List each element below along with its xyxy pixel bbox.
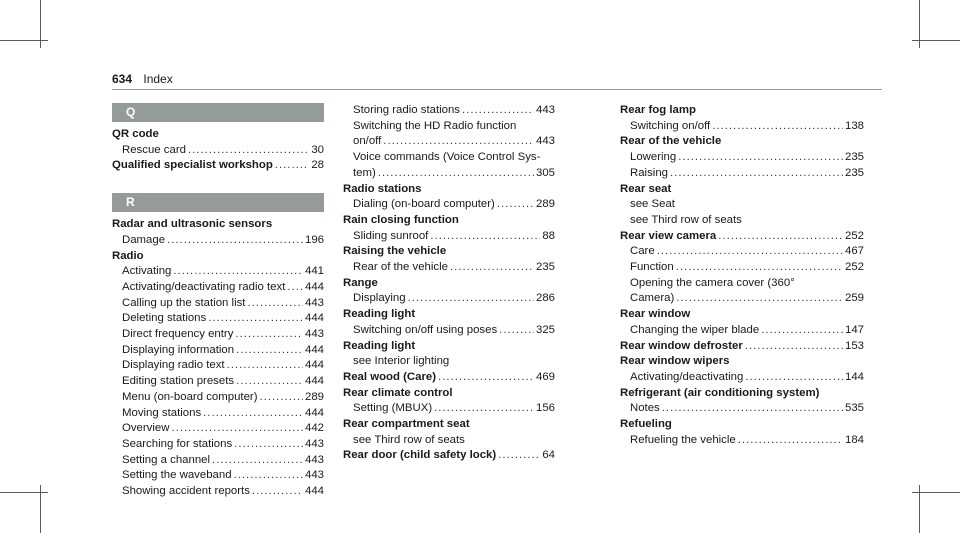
header-rule	[112, 89, 882, 90]
page-reference[interactable]: 444	[304, 312, 324, 325]
leader-dots	[670, 166, 843, 182]
leader-dots	[745, 339, 843, 355]
index-entry[interactable]	[112, 374, 324, 390]
index-entry[interactable]	[343, 134, 555, 150]
page-reference[interactable]: 289	[535, 198, 555, 211]
entry-label: Setting (MBUX)	[353, 402, 433, 415]
index-entry[interactable]	[343, 103, 555, 119]
entry-label: Displaying	[353, 292, 406, 305]
entry-label: Switching on/off using poses	[353, 323, 498, 336]
index-heading: Rear compartment seat	[343, 418, 470, 431]
index-heading: Reading light	[343, 308, 416, 321]
page-reference[interactable]: 443	[304, 453, 324, 466]
entry-label: Camera)	[630, 292, 675, 305]
page-reference[interactable]: 184	[844, 433, 864, 446]
leader-dots	[434, 401, 534, 417]
page-reference[interactable]: 235	[844, 166, 864, 179]
index-entry[interactable]	[112, 468, 324, 484]
entry-label: Displaying information	[122, 343, 235, 356]
index-subentry-text: see Third row of seats	[353, 433, 465, 446]
index-entry[interactable]	[343, 323, 555, 339]
entry-label: Editing station presets	[122, 375, 235, 388]
leader-dots	[167, 233, 303, 249]
index-entry[interactable]	[112, 421, 324, 437]
entry-label: Activating/deactivating radio text	[122, 280, 286, 293]
index-entry[interactable]	[112, 327, 324, 343]
leader-dots	[378, 166, 534, 182]
index-heading: Rain closing function	[343, 213, 459, 226]
leader-dots	[203, 406, 303, 422]
entry-label: Activating	[122, 265, 172, 278]
index-entry[interactable]	[620, 119, 864, 135]
index-entry[interactable]	[343, 260, 555, 276]
entry-label: Changing the wiper blade	[630, 323, 760, 336]
index-subentry-text: Switching the HD Radio function	[353, 119, 517, 132]
entry-label: Raising	[630, 166, 668, 179]
page-reference[interactable]: 305	[535, 166, 555, 179]
page-reference[interactable]: 441	[304, 265, 324, 278]
index-entry[interactable]	[112, 343, 324, 359]
leader-dots	[212, 453, 303, 469]
index-entry[interactable]	[343, 401, 555, 417]
page-reference[interactable]: 289	[304, 390, 324, 403]
index-column-2	[343, 103, 555, 464]
entry-label: tem)	[353, 166, 376, 179]
index-subentry-text: Voice commands (Voice Control Sys-	[353, 151, 541, 164]
page-reference[interactable]: 235	[844, 151, 864, 164]
index-entry[interactable]	[112, 311, 324, 327]
page-reference[interactable]: 138	[844, 119, 864, 132]
entry-label: Displaying radio text	[122, 359, 225, 372]
entry-label: Sliding sunroof	[353, 229, 429, 242]
index-entry[interactable]	[620, 244, 864, 260]
leader-dots	[208, 311, 303, 327]
page-reference[interactable]: 259	[844, 292, 864, 305]
index-entry[interactable]	[620, 323, 864, 339]
leader-dots	[188, 143, 309, 159]
page-reference[interactable]: 444	[304, 280, 324, 293]
index-subentry-text: see Interior lighting	[353, 355, 450, 368]
page-reference[interactable]: 443	[304, 437, 324, 450]
leader-dots	[247, 296, 303, 312]
page-reference[interactable]: 444	[304, 485, 324, 498]
entry-label: Storing radio stations	[353, 104, 461, 116]
leader-dots	[236, 343, 303, 359]
leader-dots	[497, 197, 534, 213]
index-heading-entry[interactable]	[112, 158, 324, 174]
entry-label: Moving stations	[122, 406, 202, 419]
page-reference[interactable]: 443	[304, 328, 324, 341]
index-entry[interactable]	[112, 406, 324, 422]
index-heading: Rear of the vehicle	[620, 135, 722, 148]
page-header	[112, 72, 173, 86]
index-entry[interactable]	[112, 358, 324, 374]
index-entry[interactable]	[620, 260, 864, 276]
entry-label: Notes	[630, 402, 660, 415]
index-heading-entry[interactable]	[343, 370, 555, 386]
crop-mark	[912, 40, 960, 41]
page-reference[interactable]: 467	[844, 245, 864, 258]
entry-label: on/off	[353, 135, 382, 148]
index-entry[interactable]	[620, 150, 864, 166]
page-reference[interactable]: 469	[535, 370, 555, 383]
entry-label: Switching on/off	[630, 119, 711, 132]
index-entry[interactable]	[112, 143, 324, 159]
letter-heading: R	[112, 193, 324, 212]
leader-dots	[499, 323, 534, 339]
index-entry[interactable]	[112, 296, 324, 312]
page-reference[interactable]: 252	[844, 229, 864, 242]
leader-dots	[450, 260, 534, 276]
leader-dots	[498, 448, 540, 464]
entry-label: Activating/deactivating	[630, 370, 744, 383]
index-entry[interactable]	[343, 197, 555, 213]
crop-mark	[912, 492, 960, 493]
index-entry[interactable]	[343, 166, 555, 182]
index-entry[interactable]	[112, 453, 324, 469]
leader-dots	[227, 358, 303, 374]
page-reference[interactable]: 325	[535, 323, 555, 336]
index-heading: Refueling	[620, 418, 672, 431]
leader-dots	[430, 229, 540, 245]
leader-dots	[234, 437, 303, 453]
page-reference[interactable]: 147	[844, 323, 864, 336]
index-heading-entry[interactable]	[620, 339, 864, 355]
page-reference[interactable]: 444	[304, 359, 324, 372]
entry-label: Rear window defroster	[620, 339, 743, 352]
page-reference[interactable]: 30	[311, 143, 324, 156]
index-heading: Range	[343, 276, 378, 289]
index-entry[interactable]	[112, 233, 324, 249]
page-reference[interactable]: 442	[304, 422, 324, 435]
entry-label: Direct frequency entry	[122, 328, 234, 341]
leader-dots	[234, 468, 303, 484]
page-reference[interactable]: 443	[304, 469, 324, 482]
leader-dots	[738, 433, 843, 449]
index-heading: QR code	[112, 128, 159, 140]
page-reference[interactable]: 443	[535, 135, 555, 148]
index-entry[interactable]	[343, 291, 555, 307]
leader-dots	[260, 390, 303, 406]
page-reference[interactable]: 196	[304, 233, 324, 246]
index-heading: Reading light	[343, 339, 416, 352]
page-reference[interactable]: 156	[535, 402, 555, 415]
entry-label: Menu (on-board computer)	[122, 390, 258, 403]
page-reference[interactable]: 535	[844, 402, 864, 415]
crop-mark	[0, 492, 48, 493]
index-entry[interactable]	[112, 264, 324, 280]
index-heading: Radar and ultrasonic sensors	[112, 218, 273, 231]
leader-dots	[173, 264, 303, 280]
index-heading: Raising the vehicle	[343, 245, 447, 258]
entry-label: Setting the waveband	[122, 469, 232, 482]
leader-dots	[678, 150, 843, 166]
leader-dots	[236, 374, 303, 390]
index-entry[interactable]	[112, 390, 324, 406]
leader-dots	[657, 244, 843, 260]
leader-dots	[408, 291, 534, 307]
entry-label: Setting a channel	[122, 453, 211, 466]
page-reference[interactable]: 443	[535, 104, 555, 116]
index-subentry-text: Opening the camera cover (360°	[630, 276, 795, 289]
index-entry[interactable]	[343, 229, 555, 245]
leader-dots	[252, 484, 303, 500]
entry-label: Care	[630, 245, 655, 258]
index-heading-entry[interactable]	[343, 448, 555, 464]
index-entry[interactable]	[620, 166, 864, 182]
index-entry[interactable]	[620, 433, 864, 449]
page-reference[interactable]: 64	[542, 449, 555, 462]
leader-dots	[171, 421, 303, 437]
leader-dots	[235, 327, 303, 343]
index-heading: Rear window	[620, 308, 691, 321]
index-entry[interactable]	[112, 280, 324, 296]
leader-dots	[676, 291, 843, 307]
entry-label: Function	[630, 261, 674, 274]
page-reference[interactable]: 252	[844, 261, 864, 274]
index-entry[interactable]	[112, 484, 324, 500]
entry-label: Searching for stations	[122, 437, 233, 450]
page-reference[interactable]: 88	[542, 229, 555, 242]
leader-dots	[287, 280, 303, 296]
entry-label: Damage	[122, 233, 166, 246]
page-reference[interactable]: 235	[535, 261, 555, 274]
index-entry[interactable]	[620, 291, 864, 307]
leader-dots	[718, 229, 843, 245]
page-reference[interactable]: 444	[304, 375, 324, 388]
index-entry[interactable]	[620, 370, 864, 386]
entry-label: Rescue card	[122, 143, 186, 156]
index-heading: Radio stations	[343, 182, 422, 195]
leader-dots	[383, 134, 534, 150]
index-heading: Rear fog lamp	[620, 104, 696, 116]
entry-label: Refueling the vehicle	[630, 433, 736, 446]
page-number: 634	[112, 72, 133, 86]
index-heading: Rear seat	[620, 182, 672, 195]
index-heading: Refrigerant (air conditioning system)	[620, 386, 820, 399]
index-column-3	[620, 103, 864, 448]
page-reference[interactable]: 28	[311, 159, 324, 172]
leader-dots	[761, 323, 843, 339]
page-reference[interactable]: 444	[304, 343, 324, 356]
index-entry[interactable]	[620, 401, 864, 417]
entry-label: Rear view camera	[620, 229, 717, 242]
entry-label: Overview	[122, 422, 170, 435]
index-heading-entry[interactable]	[620, 229, 864, 245]
page-reference[interactable]: 286	[535, 292, 555, 305]
index-heading: Radio	[112, 249, 144, 262]
crop-mark	[0, 40, 48, 41]
section-title: Index	[143, 72, 173, 86]
index-subentry-text: see Seat	[630, 198, 675, 211]
page-reference[interactable]: 443	[304, 296, 324, 309]
entry-label: Dialing (on-board computer)	[353, 198, 495, 211]
index-heading: Rear climate control	[343, 386, 453, 399]
index-subentry-text: see Third row of seats	[630, 213, 742, 226]
letter-heading: Q	[112, 103, 324, 122]
leader-dots	[712, 119, 843, 135]
entry-label: Rear of the vehicle	[353, 261, 448, 274]
page-reference[interactable]: 444	[304, 406, 324, 419]
index-entry[interactable]	[112, 437, 324, 453]
entry-label: Deleting stations	[122, 312, 207, 325]
index-heading: Rear window wipers	[620, 355, 730, 368]
entry-label: Real wood (Care)	[343, 370, 437, 383]
entry-label: Qualified specialist workshop	[112, 159, 273, 172]
leader-dots	[662, 401, 843, 417]
leader-dots	[745, 370, 843, 386]
entry-label: Rear door (child safety lock)	[343, 449, 497, 462]
leader-dots	[438, 370, 534, 386]
leader-dots	[275, 158, 310, 174]
leader-dots	[462, 103, 534, 119]
leader-dots	[676, 260, 843, 276]
index-column-1	[112, 103, 324, 500]
page-reference[interactable]: 153	[844, 339, 864, 352]
entry-label: Showing accident reports	[122, 485, 250, 498]
entry-label: Lowering	[630, 151, 677, 164]
page-reference[interactable]: 144	[844, 370, 864, 383]
entry-label: Calling up the station list	[122, 296, 246, 309]
